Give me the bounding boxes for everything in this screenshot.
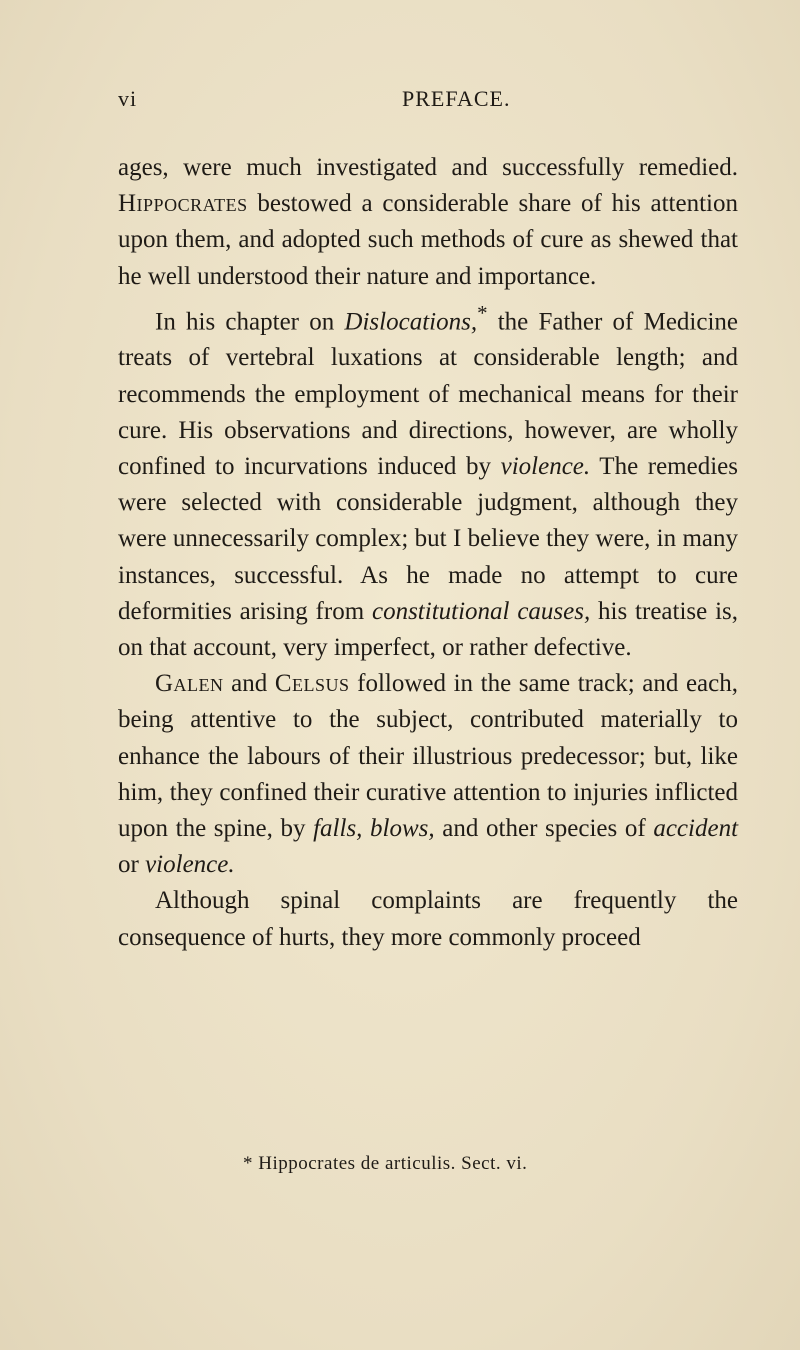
running-head: PREFACE. (402, 86, 511, 111)
p2-italic-constitutional: constitutional causes, (371, 597, 591, 625)
paragraph-4 (118, 883, 738, 955)
footnote-mark: * (477, 300, 488, 325)
p3-text-d: or (118, 851, 146, 879)
p2-italic-dislocations: Dislocations, (344, 308, 478, 336)
p2-text-d: his treatise is, on that account, very imperfect, or rather defective. (118, 597, 738, 661)
p3-name-celsus: Celsus (274, 670, 350, 698)
p3-italic-violence: violence. (145, 851, 235, 879)
p1-name-hippocrates: Hippocrates (118, 190, 248, 218)
p1-text-b: bestowed a considerable share of his attention upon them, and adopted such methods of cure as shewed that he well understood their nature and importance. (118, 190, 738, 290)
p2-text-c: The remedies were selected with considerable judgment, although they were unnecessarily complex; but I believe they were, in many instances, successful. As he made no attempt to cure deformities arising from (118, 452, 738, 625)
body-text (118, 150, 738, 956)
p3-text-c: and other species of (434, 814, 654, 842)
page-header (118, 86, 718, 120)
p3-name-galen: Galen (155, 670, 224, 698)
p3-text-a: and (223, 670, 275, 698)
p3-italic-accident: accident (653, 814, 739, 842)
p3-text-b: followed in the same track; and each, being attentive to the subject, contributed materially to enhance the labours of their illustrious predecessor; but, like him, they confined their curative attention to injuries inflicted upon the spine, by (118, 670, 738, 842)
p4-text: Although spinal complaints are frequently the consequence of hurts, they more commonly proceed (118, 887, 738, 951)
p2-italic-violence: violence. (500, 452, 591, 480)
p3-italic-falls: falls, blows, (313, 814, 435, 842)
paragraph-2 (118, 295, 738, 666)
paragraph-3 (118, 666, 738, 883)
p2-text-a: In his chapter on (155, 308, 345, 336)
p1-text-a: ages, were much investigated and successfully remedied. (118, 154, 738, 181)
footnote: * Hippocrates de articulis. Sect. vi. (243, 1153, 528, 1174)
paragraph-1 (118, 150, 738, 295)
p2-text-b: the Father of Medicine treats of vertebral luxations at considerable length; and recommends the employment of mechanical means for their cure. His observations and directions, however, are wholly confined to incurvations induced by (118, 308, 738, 480)
page-number: vi (118, 86, 138, 111)
